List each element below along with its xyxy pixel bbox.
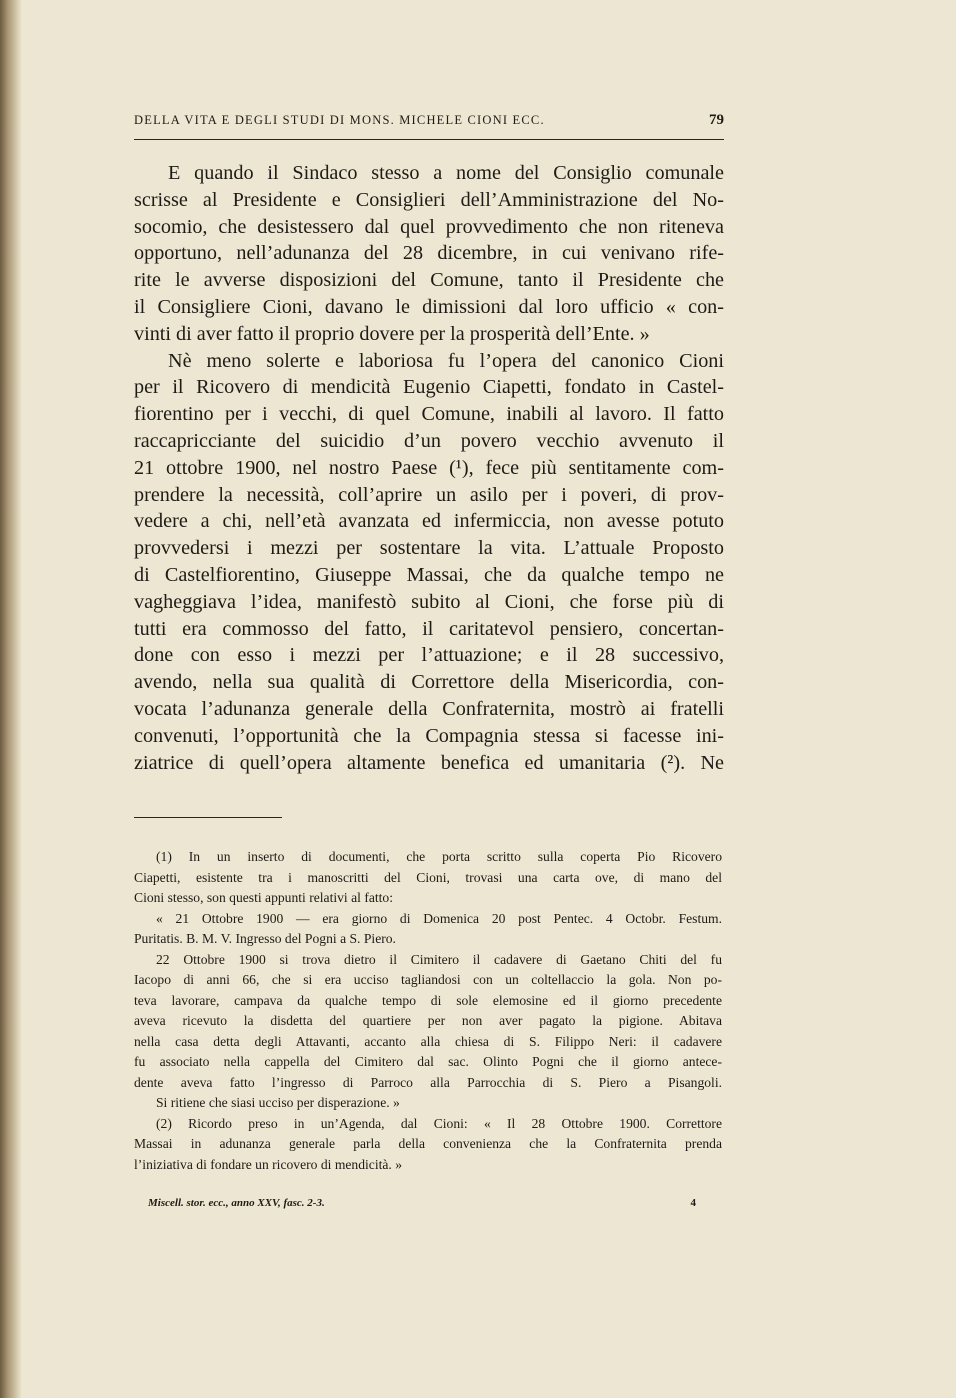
text-line: fiorentino per i vecchi, di quel Comune, inabili al lavoro. Il fatto	[134, 403, 724, 426]
text-line: vinti di aver fatto il proprio dovere per la prosperità dell’Ente. »	[134, 322, 650, 345]
header-rule	[134, 139, 724, 140]
footnote-line: Puritatis. B. M. V. Ingresso del Pogni a S. Piero.	[134, 931, 396, 946]
footnote-rule	[134, 817, 282, 818]
text-line: tutti era commosso del fatto, il caritatevol pensiero, concertan-	[134, 617, 724, 640]
text-line: ziatrice di quell’opera altamente benefica ed umanitaria (²). Ne	[134, 751, 724, 774]
footnote-line: 22 Ottobre 1900 si trova dietro il Cimitero il cadavere di Gaetano Chiti del fu	[156, 951, 722, 967]
text-line: raccapricciante del suicidio d’un povero vecchio avvenuto il	[134, 429, 724, 452]
page-footer	[148, 1197, 696, 1209]
footnote-line: (1) In un inserto di documenti, che porta scritto sulla coperta Pio Ricovero	[156, 849, 722, 864]
text-line: Nè meno solerte e laboriosa fu l’opera del canonico Cioni	[168, 349, 724, 372]
text-line: vedere a chi, nell’età avanzata ed infermiccia, non avesse potuto	[134, 510, 724, 533]
footnote-line: l’iniziativa di fondare un ricovero di mendicità. »	[134, 1156, 403, 1172]
main-text	[134, 160, 724, 776]
text-line: vocata l’adunanza generale della Confraternita, mostrò ai fratelli	[134, 697, 724, 720]
text-line: done con esso i mezzi per l’attuazione; e il 28 successivo,	[134, 644, 724, 667]
book-spine-shadow	[0, 0, 22, 1398]
text-line: socomio, che desistessero dal quel provvedimento che non riteneva	[134, 215, 724, 238]
text-line: provvedersi i mezzi per sostentare la vita. L’attuale Proposto	[134, 537, 724, 560]
footnote-line: fu associato nella cappella del Cimitero dal sac. Olinto Pogni che il giorno antece-	[134, 1054, 722, 1069]
text-line: il Consigliere Cioni, davano le dimissioni dal loro ufficio « con-	[134, 295, 724, 318]
text-line: prendere la necessità, coll’aprire un asilo per i poveri, di prov-	[134, 483, 724, 506]
text-line: rite le avverse disposizioni del Comune, tanto il Presidente che	[134, 269, 724, 292]
footnote-line: aveva ricevuto la disdetta del quartiere per non aver pagato la pigione. Abitava	[134, 1013, 722, 1028]
text-line: per il Ricovero di mendicità Eugenio Ciapetti, fondato in Castel-	[134, 376, 724, 399]
footnote-line: Cioni stesso, son questi appunti relativi al fatto:	[134, 890, 394, 905]
text-line: E quando il Sindaco stesso a nome del Consiglio comunale	[168, 162, 724, 184]
footnote-line: Si ritiene che siasi ucciso per disperazione. »	[156, 1095, 400, 1110]
text-line: di Castelfiorentino, Giuseppe Massai, che da qualche tempo ne	[134, 563, 724, 586]
running-header	[134, 112, 724, 129]
footnote-line: Ciapetti, esistente tra i manoscritti del Cioni, trovasi una carta ove, di mano del	[134, 869, 722, 885]
text-line: avendo, nella sua qualità di Correttore della Misericordia, con-	[134, 671, 724, 694]
journal-reference: Miscell. stor. ecc., anno XXV, fasc. 2-3.	[148, 1197, 325, 1209]
page-number: 79	[709, 112, 724, 128]
footnotes	[134, 847, 722, 1175]
footnote-line: teva lavorare, campava da qualche tempo di sole elemosine ed il giorno precedente	[134, 992, 722, 1008]
text-line: convenuti, l’opportunità che la Compagnia stessa si facesse ini-	[134, 724, 724, 747]
text-line: opportuno, nell’adunanza del 28 dicembre, in cui venivano rife-	[134, 242, 724, 265]
footnote-line: nella casa detta degli Attavanti, accanto alla chiesa di S. Filippo Neri: il cadavere	[134, 1033, 722, 1049]
text-line: vagheggiava l’idea, manifestò subito al Cioni, che forse più di	[134, 590, 724, 613]
text-line: scrisse al Presidente e Consiglieri dell’Amministrazione del No-	[134, 188, 724, 211]
footnote-line: « 21 Ottobre 1900 — era giorno di Domenica 20 post Pentec. 4 Octobr. Festum.	[156, 910, 722, 926]
text-line: 21 ottobre 1900, nel nostro Paese (¹), fece più sentitamente com-	[134, 456, 724, 479]
footnote-line: dente aveva fatto l’ingresso di Parroco alla Parrocchia di S. Piero a Pisangoli.	[134, 1074, 722, 1090]
footnote-line: Iacopo di anni 66, che si era ucciso tagliandosi con un coltellaccio la gola. Non po-	[134, 972, 722, 987]
footnote-line: (2) Ricordo preso in un’Agenda, dal Cioni: « Il 28 Ottobre 1900. Correttore	[156, 1115, 722, 1131]
running-title: DELLA VITA E DEGLI STUDI DI MONS. MICHELE CIONI ECC.	[134, 113, 545, 127]
footnote-line: Massai in adunanza generale parla della convenienza che la Confraternita prenda	[134, 1136, 722, 1151]
signature-mark: 4	[690, 1197, 696, 1209]
